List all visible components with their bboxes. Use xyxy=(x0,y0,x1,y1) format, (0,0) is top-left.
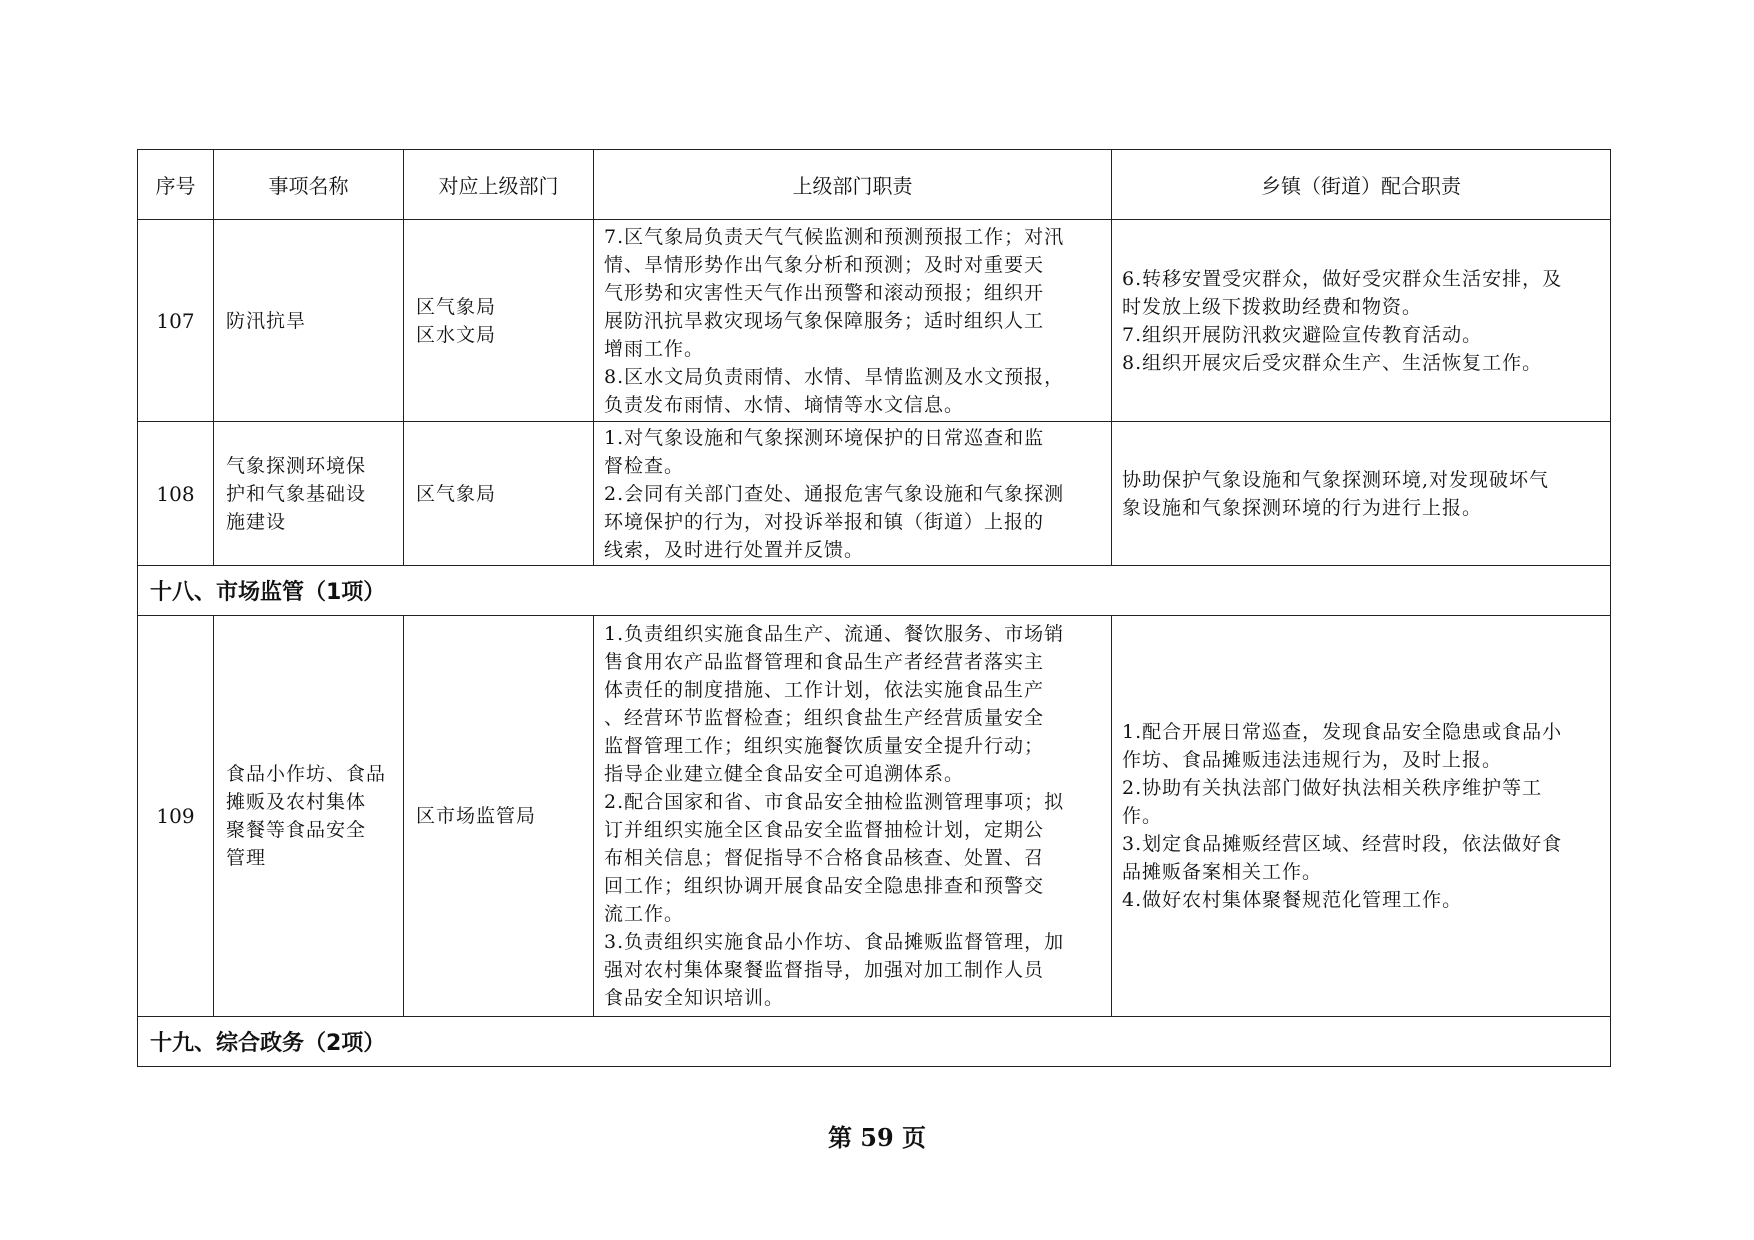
row-no: 107 xyxy=(138,220,214,422)
row-duty-line: 监督管理工作；组织实施餐饮质量安全提升行动； xyxy=(604,735,1045,757)
row-item-name xyxy=(214,422,404,566)
row-duty-line: 2.配合国家和省、市食品安全抽检监测管理事项；拟 xyxy=(604,791,1065,813)
row-duty-line: 负责发布雨情、水情、墒情等水文信息。 xyxy=(604,393,965,416)
row-coop xyxy=(1112,422,1611,566)
row-coop-line: 7.组织开展防汛救灾避险宣传教育活动。 xyxy=(1122,323,1483,346)
row-duty-line: 回工作；组织协调开展食品安全隐患排查和预警交 xyxy=(604,875,1045,897)
row-item-name-line: 防汛抗旱 xyxy=(226,309,307,332)
row-duty-line: 环境保护的行为，对投诉举报和镇（街道）上报的 xyxy=(604,510,1045,533)
row-duty-line: 指导企业建立健全食品安全可追溯体系。 xyxy=(604,763,965,785)
header-coop: 乡镇（街道）配合职责 xyxy=(1112,150,1611,220)
row-coop-line: 协助保护气象设施和气象探测环境,对发现破坏气 xyxy=(1122,468,1550,491)
section-row xyxy=(138,1017,1611,1067)
row-dept xyxy=(404,616,594,1017)
row-duty-line: 、经营环节监督检查；组织食盐生产经营质量安全 xyxy=(604,707,1045,729)
row-duty-line: 7.区气象局负责天气气候监测和预测预报工作；对汛 xyxy=(604,225,1065,248)
row-duty-line: 流工作。 xyxy=(604,903,685,925)
table-row xyxy=(138,220,1611,422)
header-row xyxy=(138,150,1611,220)
row-item-name-line: 气象探测环境保 xyxy=(226,454,367,477)
row-duty-line: 1.负责组织实施食品生产、流通、餐饮服务、市场销 xyxy=(604,623,1065,645)
header-no: 序号 xyxy=(138,150,214,220)
row-coop-line: 1.配合开展日常巡查，发现食品安全隐患或食品小 xyxy=(1122,721,1563,743)
row-duty-line: 体责任的制度措施、工作计划，依法实施食品生产 xyxy=(604,679,1045,701)
row-no: 108 xyxy=(138,422,214,566)
row-item-name-line: 摊贩及农村集体 xyxy=(226,791,367,813)
row-item-name-line: 护和气象基础设 xyxy=(226,482,367,505)
row-duty xyxy=(594,220,1112,422)
row-item-name-line: 聚餐等食品安全 xyxy=(226,819,367,841)
row-coop xyxy=(1112,616,1611,1017)
section-title-19: 十九、综合政务（2项） xyxy=(138,1017,1611,1067)
header-duty: 上级部门职责 xyxy=(594,150,1112,220)
row-coop-line: 作坊、食品摊贩违法违规行为，及时上报。 xyxy=(1122,749,1503,771)
row-no: 109 xyxy=(138,616,214,1017)
row-dept-line: 区水文局 xyxy=(416,323,497,346)
row-item-name xyxy=(214,616,404,1017)
row-duty-line: 食品安全知识培训。 xyxy=(604,987,785,1009)
duty-table xyxy=(137,149,1611,1067)
row-dept xyxy=(404,422,594,566)
row-coop-line: 品摊贩备案相关工作。 xyxy=(1122,861,1323,883)
row-duty-line: 订并组织实施全区食品安全监督抽检计划，定期公 xyxy=(604,819,1045,841)
row-dept xyxy=(404,220,594,422)
row-coop xyxy=(1112,220,1611,422)
row-coop-line: 4.做好农村集体聚餐规范化管理工作。 xyxy=(1122,889,1463,911)
row-dept-line: 区气象局 xyxy=(416,295,497,318)
row-duty-line: 1.对气象设施和气象探测环境保护的日常巡查和监 xyxy=(604,426,1045,449)
table-row xyxy=(138,422,1611,566)
row-duty-line: 8.区水文局负责雨情、水情、旱情监测及水文预报， xyxy=(604,365,1065,388)
row-coop-line: 时发放上级下拨救助经费和物资。 xyxy=(1122,295,1423,318)
row-coop-line: 3.划定食品摊贩经营区域、经营时段，依法做好食 xyxy=(1122,833,1563,855)
row-duty-line: 线索，及时进行处置并反馈。 xyxy=(604,538,865,561)
row-coop-line: 2.协助有关执法部门做好执法相关秩序维护等工 xyxy=(1122,777,1543,799)
row-duty-line: 情、旱情形势作出气象分析和预测；及时对重要天 xyxy=(604,253,1045,276)
row-duty xyxy=(594,616,1112,1017)
page-number: 第 59 页 xyxy=(827,1123,927,1152)
row-dept-line: 区气象局 xyxy=(416,482,497,505)
row-dept-line: 区市场监管局 xyxy=(416,805,537,827)
row-item-name-line: 管理 xyxy=(226,847,267,869)
row-coop-line: 6.转移安置受灾群众，做好受灾群众生活安排，及 xyxy=(1122,267,1563,290)
section-row xyxy=(138,566,1611,616)
row-coop-line: 8.组织开展灾后受灾群众生产、生活恢复工作。 xyxy=(1122,351,1543,374)
row-duty-line: 气形势和灾害性天气作出预警和滚动预报；组织开 xyxy=(604,281,1045,304)
row-duty xyxy=(594,422,1112,566)
section-title-18: 十八、市场监管（1项） xyxy=(138,566,1611,616)
row-duty-line: 3.负责组织实施食品小作坊、食品摊贩监督管理，加 xyxy=(604,931,1065,953)
row-duty-line: 强对农村集体聚餐监督指导，加强对加工制作人员 xyxy=(604,959,1045,981)
header-item-name: 事项名称 xyxy=(214,150,404,220)
table-row xyxy=(138,616,1611,1017)
row-item-name xyxy=(214,220,404,422)
row-duty-line: 增雨工作。 xyxy=(604,337,705,360)
row-duty-line: 2.会同有关部门查处、通报危害气象设施和气象探测 xyxy=(604,482,1065,505)
row-item-name-line: 食品小作坊、食品 xyxy=(226,763,387,785)
row-duty-line: 展防汛抗旱救灾现场气象保障服务；适时组织人工 xyxy=(604,309,1045,332)
row-coop-line: 作。 xyxy=(1122,805,1163,827)
row-duty-line: 布相关信息；督促指导不合格食品核查、处置、召 xyxy=(604,847,1045,869)
row-item-name-line: 施建设 xyxy=(226,510,287,533)
header-dept: 对应上级部门 xyxy=(404,150,594,220)
row-duty-line: 售食用农产品监督管理和食品生产者经营者落实主 xyxy=(604,651,1045,673)
row-duty-line: 督检查。 xyxy=(604,454,685,477)
row-coop-line: 象设施和气象探测环境的行为进行上报。 xyxy=(1122,496,1483,519)
